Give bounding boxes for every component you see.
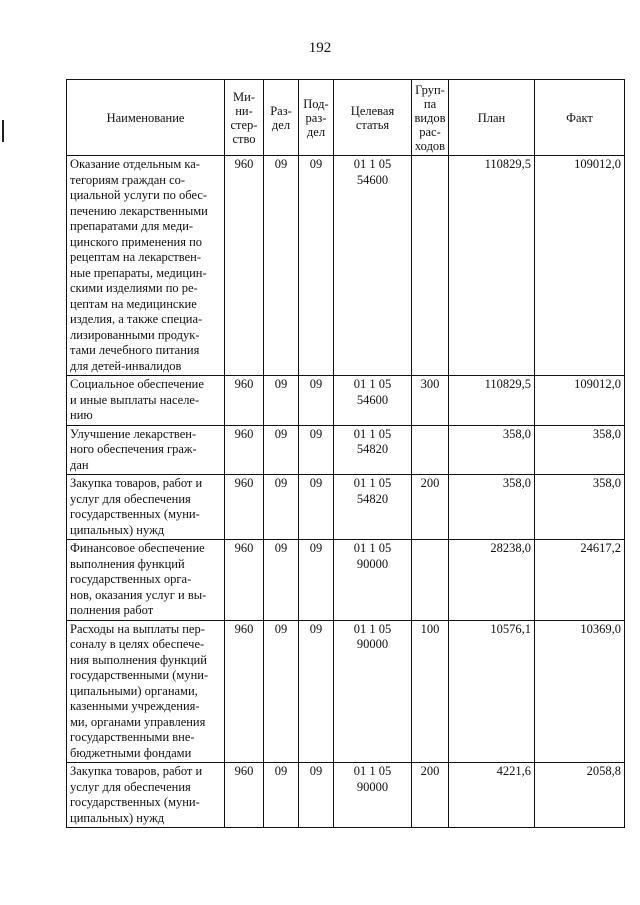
cell-subsection: 09	[299, 475, 334, 540]
header-plan-text: План	[477, 110, 506, 125]
cell-fact: 10369,0	[535, 620, 625, 763]
cell-target: 01 1 05 54600	[334, 156, 412, 376]
table-row	[67, 475, 625, 540]
cell-target: 01 1 05 90000	[334, 620, 412, 763]
cell-subsection: 09	[299, 376, 334, 426]
cell-subsection: 09	[299, 620, 334, 763]
header-fact-text: Факт	[566, 110, 593, 125]
cell-section: 09	[264, 540, 299, 621]
cell-name: Закупка товаров, работ и услуг для обеспечения государственных (муни- ципальных) нужд	[67, 763, 225, 828]
cell-fact: 358,0	[535, 425, 625, 475]
cell-target: 01 1 05 54600	[334, 376, 412, 426]
header-subsection: Под- раз- дел	[299, 80, 334, 156]
cell-fact: 358,0	[535, 475, 625, 540]
cell-name: Оказание отдельным ка- тегориям граждан со- циальной услуги по обес- печению лекарственными препаратами для меди- цинского применения по рецептам на лекарствен- ные препараты, медицин- скими изделиями по ре- цептам на медицинские изделия, а также специа- лизированными продук- тами лечебного питания для детей-инвалидов	[67, 156, 225, 376]
cell-section: 09	[264, 425, 299, 475]
cell-fact: 24617,2	[535, 540, 625, 621]
cell-name: Социальное обеспечение и иные выплаты населе- нию	[67, 376, 225, 426]
cell-ministry: 960	[225, 475, 264, 540]
cell-target: 01 1 05 54820	[334, 475, 412, 540]
cell-plan: 110829,5	[449, 376, 535, 426]
cell-section: 09	[264, 620, 299, 763]
cell-plan: 4221,6	[449, 763, 535, 828]
table-row	[67, 620, 625, 763]
page-number: 192	[308, 40, 332, 56]
cell-ministry: 960	[225, 425, 264, 475]
cell-group: 200	[412, 763, 449, 828]
cell-section: 09	[264, 475, 299, 540]
cell-plan: 110829,5	[449, 156, 535, 376]
cell-group	[412, 156, 449, 376]
cell-group: 200	[412, 475, 449, 540]
header-name-text: Наименование	[106, 110, 185, 125]
header-plan	[449, 80, 535, 156]
header-section: Раз- дел	[264, 80, 299, 156]
header-ministry: Ми- ни- стер- ство	[225, 80, 264, 156]
budget-table	[66, 79, 625, 828]
table-row	[67, 540, 625, 621]
cell-plan: 358,0	[449, 425, 535, 475]
cell-section: 09	[264, 376, 299, 426]
cell-section: 09	[264, 156, 299, 376]
cell-group: 300	[412, 376, 449, 426]
header-group: Груп- па видов рас- ходов	[412, 80, 449, 156]
table-row	[67, 156, 625, 376]
cell-subsection: 09	[299, 425, 334, 475]
cell-group	[412, 425, 449, 475]
cell-ministry: 960	[225, 156, 264, 376]
cell-target: 01 1 05 54820	[334, 425, 412, 475]
cell-ministry: 960	[225, 540, 264, 621]
cell-target: 01 1 05 90000	[334, 763, 412, 828]
cell-name: Расходы на выплаты пер- соналу в целях обеспече- ния выполнения функций государственными (муни- ципальными) органами, казенными учреждения- ми, органами управления государственными вне- бюджетными фондами	[67, 620, 225, 763]
cell-target: 01 1 05 90000	[334, 540, 412, 621]
cell-ministry: 960	[225, 620, 264, 763]
cell-name: Улучшение лекарствен- ного обеспечения граж- дан	[67, 425, 225, 475]
table-header-row	[67, 80, 625, 156]
header-name	[67, 80, 225, 156]
cell-plan: 358,0	[449, 475, 535, 540]
cell-name: Финансовое обеспечение выполнения функций государственных орга- нов, оказания услуг и вы- полнения работ	[67, 540, 225, 621]
cell-fact: 109012,0	[535, 376, 625, 426]
table-row	[67, 425, 625, 475]
table-row	[67, 376, 625, 426]
header-target: Целевая статья	[334, 80, 412, 156]
cell-group: 100	[412, 620, 449, 763]
cell-ministry: 960	[225, 763, 264, 828]
cell-subsection: 09	[299, 540, 334, 621]
cell-group	[412, 540, 449, 621]
cell-fact: 109012,0	[535, 156, 625, 376]
cell-fact: 2058,8	[535, 763, 625, 828]
header-fact	[535, 80, 625, 156]
cell-subsection: 09	[299, 763, 334, 828]
margin-mark	[2, 120, 4, 142]
cell-plan: 10576,1	[449, 620, 535, 763]
cell-ministry: 960	[225, 376, 264, 426]
cell-plan: 28238,0	[449, 540, 535, 621]
cell-subsection: 09	[299, 156, 334, 376]
cell-section: 09	[264, 763, 299, 828]
cell-name: Закупка товаров, работ и услуг для обеспечения государственных (муни- ципальных) нужд	[67, 475, 225, 540]
table-row	[67, 763, 625, 828]
